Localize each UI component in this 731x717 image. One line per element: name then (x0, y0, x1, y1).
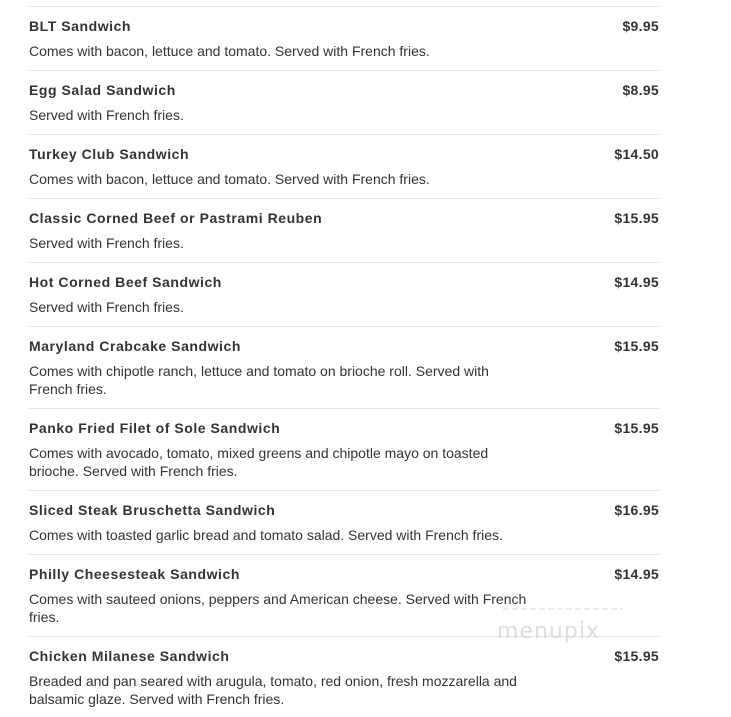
menu-item (29, 637, 659, 717)
item-name: Egg Salad Sandwich (29, 82, 176, 98)
item-name: Maryland Crabcake Sandwich (29, 338, 241, 354)
item-name: Philly Cheesesteak Sandwich (29, 566, 240, 582)
menu-item (29, 263, 659, 327)
menu-item (29, 491, 659, 555)
item-name: Turkey Club Sandwich (29, 146, 190, 162)
item-name: Panko Fried Filet of Sole Sandwich (29, 420, 281, 436)
item-price: $15.95 (614, 210, 659, 226)
item-description: Comes with chipotle ranch, lettuce and tomato on brioche roll. Served with French fries. (29, 363, 489, 397)
menu-item (29, 409, 659, 491)
item-price: $8.95 (622, 82, 659, 98)
item-price: $14.50 (614, 146, 659, 162)
menu-item (29, 71, 659, 135)
menu-item (29, 199, 659, 263)
menupix-watermark: menupix (497, 619, 600, 644)
item-description: Comes with sauteed onions, peppers and American cheese. Served with French fries. (29, 591, 527, 625)
watermark-decoration (503, 608, 623, 610)
item-price: $15.95 (614, 420, 659, 436)
item-name: Sliced Steak Bruschetta Sandwich (29, 502, 276, 518)
item-description: Comes with bacon, lettuce and tomato. Served with French fries. (29, 171, 430, 187)
item-name: Chicken Milanese Sandwich (29, 648, 230, 664)
item-description: Served with French fries. (29, 107, 184, 123)
item-name: Hot Corned Beef Sandwich (29, 274, 222, 290)
menu-item (29, 7, 659, 71)
item-price: $14.95 (614, 566, 659, 582)
item-name: Classic Corned Beef or Pastrami Reuben (29, 210, 323, 226)
item-price: $15.95 (614, 648, 659, 664)
item-description: Served with French fries. (29, 299, 184, 315)
item-name: BLT Sandwich (29, 18, 132, 34)
item-price: $14.95 (614, 274, 659, 290)
item-description: Comes with avocado, tomato, mixed greens and chipotle mayo on toasted brioche. Served with French fries. (29, 445, 489, 479)
item-price: $16.95 (614, 502, 659, 518)
menu-item (29, 135, 659, 199)
item-description: Comes with toasted garlic bread and tomato salad. Served with French fries. (29, 527, 503, 543)
item-price: $9.95 (622, 18, 659, 34)
item-description: Comes with bacon, lettuce and tomato. Served with French fries. (29, 43, 430, 59)
item-description: Breaded and pan seared with arugula, tomato, red onion, fresh mozzarella and balsamic glaze. Served with French fries. (29, 673, 517, 707)
item-description: Served with French fries. (29, 235, 184, 251)
menu-item (29, 327, 659, 409)
menu-list (29, 6, 659, 717)
item-price: $15.95 (614, 338, 659, 354)
